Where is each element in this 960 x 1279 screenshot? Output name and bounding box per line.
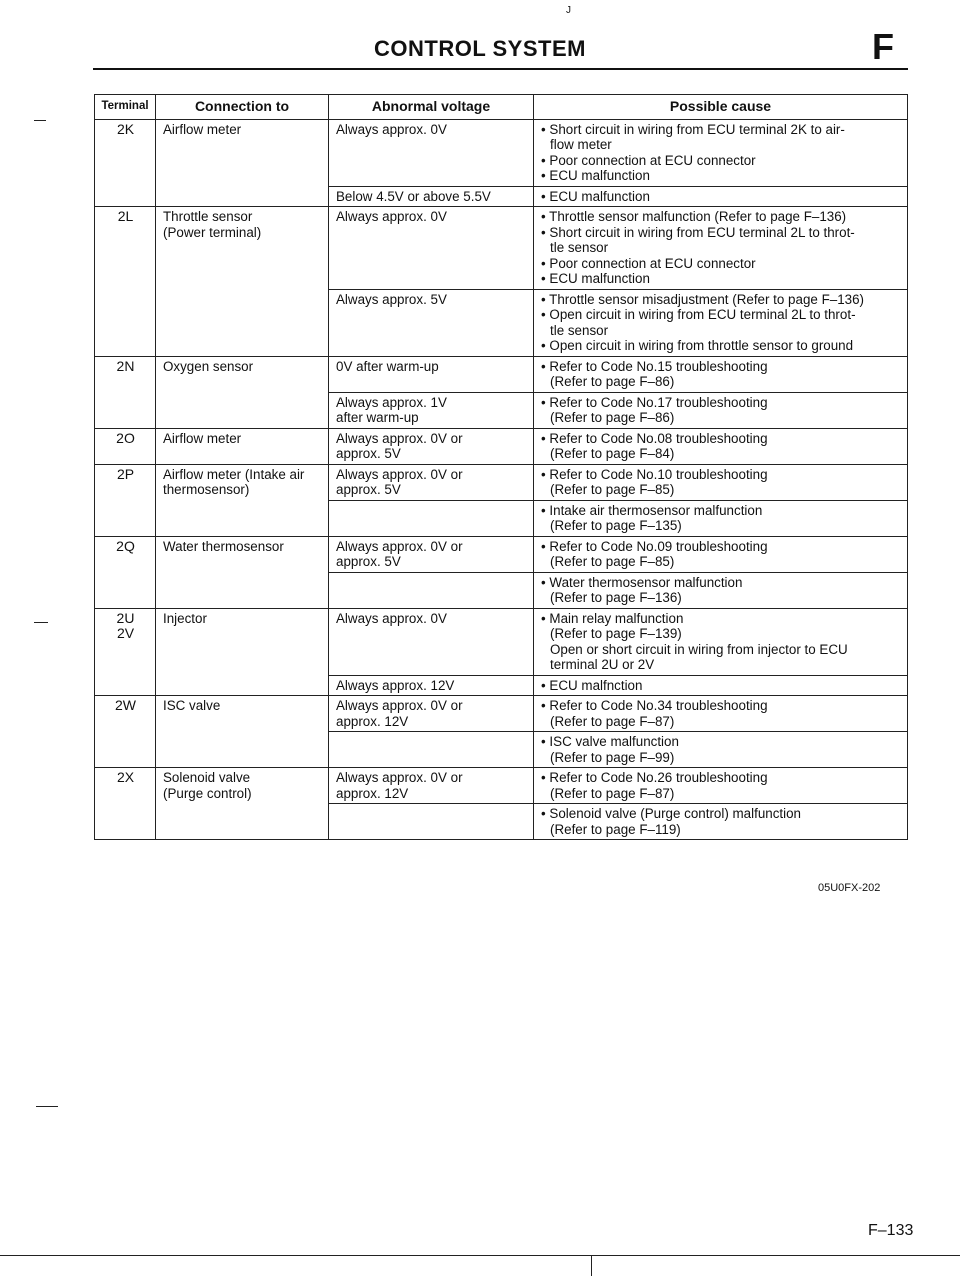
voltage-line: approx. 5V (336, 554, 401, 569)
cause-cell (534, 500, 908, 536)
cause-item-continued: (Refer to page F–86) (550, 410, 675, 425)
voltage-line: Always approx. 0V or (336, 538, 463, 554)
footer-tick (591, 1256, 592, 1276)
cause-item: • Intake air thermosensor malfunction (541, 503, 901, 519)
cause-cell (534, 696, 908, 732)
connection-line: Oxygen sensor (163, 358, 254, 374)
voltage-line: Always approx. 5V (336, 291, 447, 307)
cause-item-continued: (Refer to page F–86) (550, 374, 675, 389)
voltage-line: after warm-up (336, 410, 419, 425)
margin-mark (36, 1106, 58, 1107)
terminal-cell: 2Q (95, 536, 156, 608)
voltage-line: approx. 12V (336, 785, 409, 801)
terminal-cell: 2X (95, 768, 156, 840)
cause-cell (534, 608, 908, 675)
page-number: F–133 (868, 1222, 914, 1239)
cause-cell (534, 675, 908, 696)
voltage-line: Always approx. 0V or (336, 770, 463, 785)
cause-item: • Refer to Code No.34 troubleshooting (541, 698, 901, 714)
cause-item-continued: (Refer to page F–85) (550, 482, 675, 497)
terminal-cell: 2O (95, 428, 156, 464)
cause-item: • Poor connection at ECU connector (541, 153, 901, 169)
cause-cell (534, 392, 908, 428)
connection-cell (156, 356, 329, 428)
cause-item: • Short circuit in wiring from ECU terminal 2K to air- (541, 122, 901, 138)
voltage-line: approx. 12V (336, 713, 409, 729)
voltage-cell (329, 536, 534, 572)
connection-line: Solenoid valve (163, 770, 251, 785)
connection-cell (156, 119, 329, 207)
cause-item: • ECU malfnction (541, 678, 901, 694)
voltage-cell (329, 608, 534, 675)
voltage-cell (329, 428, 534, 464)
table-row (95, 608, 908, 675)
cause-item: • Refer to Code No.08 troubleshooting (541, 431, 901, 447)
cause-item: • Open circuit in wiring from throttle sensor to ground (541, 338, 901, 354)
table-row (95, 536, 908, 572)
voltage-cell (329, 732, 534, 768)
voltage-line: Always approx. 0V (336, 121, 447, 137)
cause-item-continued: (Refer to page F–84) (550, 446, 675, 461)
cause-item-continued: (Refer to page F–99) (550, 749, 675, 765)
voltage-cell (329, 804, 534, 840)
section-letter: F (872, 26, 894, 67)
voltage-cell (329, 356, 534, 392)
connection-cell (156, 696, 329, 768)
voltage-cell (329, 289, 534, 356)
terminal-cell: 2P (95, 464, 156, 536)
connection-cell (156, 428, 329, 464)
cause-item: • Water thermosensor malfunction (541, 575, 901, 591)
cause-item: • Refer to Code No.26 troubleshooting (541, 770, 901, 786)
voltage-cell (329, 500, 534, 536)
cause-cell (534, 804, 908, 840)
connection-line: Airflow meter (163, 430, 242, 446)
cause-item: • ISC valve malfunction (541, 734, 901, 750)
cause-item-continued: flow meter (550, 137, 612, 152)
terminal-cell: 2K (95, 119, 156, 207)
column-header-connection: Connection to (156, 95, 329, 120)
table-row (95, 119, 908, 186)
cause-item: • Refer to Code No.10 troubleshooting (541, 467, 901, 483)
margin-mark (34, 120, 46, 121)
cause-cell (534, 207, 908, 290)
voltage-line: 0V after warm-up (336, 358, 439, 374)
voltage-line: Always approx. 0V or (336, 698, 463, 713)
cause-item-continued: (Refer to page F–85) (550, 554, 675, 569)
column-header-terminal: Terminal (95, 95, 156, 120)
connection-line: (Power terminal) (163, 224, 262, 240)
cause-cell (534, 732, 908, 768)
connection-cell (156, 608, 329, 696)
table-row (95, 207, 908, 290)
terminal-cell: 2L (95, 207, 156, 357)
cause-item: • Poor connection at ECU connector (541, 256, 901, 272)
cause-cell (534, 186, 908, 207)
voltage-line: Below 4.5V or above 5.5V (336, 188, 491, 204)
cause-item-continued: tle sensor (550, 322, 609, 338)
connection-line: Airflow meter (Intake air (163, 466, 305, 482)
connection-line: thermosensor) (163, 482, 250, 497)
cause-item-continued: terminal 2U or 2V (550, 657, 655, 672)
voltage-line: Always approx. 0V or (336, 430, 463, 446)
column-header-voltage: Abnormal voltage (329, 95, 534, 120)
voltage-cell (329, 464, 534, 500)
cause-cell (534, 119, 908, 186)
voltage-cell (329, 572, 534, 608)
connection-line: Injector (163, 610, 207, 626)
cause-item: • Short circuit in wiring from ECU terminal 2L to throt- (541, 225, 901, 241)
cause-item-continued: Open or short circuit in wiring from injector to ECU (550, 641, 848, 657)
voltage-cell (329, 207, 534, 290)
cause-cell (534, 768, 908, 804)
voltage-cell (329, 675, 534, 696)
voltage-line: approx. 5V (336, 446, 401, 461)
cause-item: • Refer to Code No.15 troubleshooting (541, 359, 901, 375)
connection-cell (156, 464, 329, 536)
cause-item: • Refer to Code No.09 troubleshooting (541, 539, 901, 555)
top-mark: J (566, 5, 571, 16)
voltage-line: Always approx. 12V (336, 677, 455, 693)
cause-cell (534, 572, 908, 608)
cause-item-continued: tle sensor (550, 240, 609, 255)
table-row (95, 464, 908, 500)
cause-item-continued: (Refer to page F–119) (550, 821, 681, 837)
cause-cell (534, 289, 908, 356)
cause-item: • Solenoid valve (Purge control) malfunction (541, 806, 901, 822)
margin-mark (34, 622, 48, 623)
table-body (95, 119, 908, 840)
voltage-cell (329, 186, 534, 207)
voltage-line: Always approx. 0V (336, 610, 447, 626)
connection-cell (156, 207, 329, 357)
connection-line: Airflow meter (163, 121, 242, 137)
table-row (95, 768, 908, 804)
control-system-table (94, 94, 908, 840)
page-title: CONTROL SYSTEM (374, 36, 586, 61)
terminal-cell: 2W (95, 696, 156, 768)
cause-item: • Throttle sensor misadjustment (Refer to page F–136) (541, 292, 901, 308)
cause-item-continued: (Refer to page F–87) (550, 785, 675, 801)
voltage-line: Always approx. 0V or (336, 466, 463, 482)
header-rule (93, 68, 908, 70)
cause-item: • Open circuit in wiring from ECU terminal 2L to throt- (541, 307, 901, 323)
figure-code: 05U0FX-202 (818, 882, 881, 894)
column-header-cause: Possible cause (534, 95, 908, 120)
table-row (95, 356, 908, 392)
connection-line: Throttle sensor (163, 209, 253, 224)
cause-item: • ECU malfunction (541, 271, 901, 287)
voltage-cell (329, 119, 534, 186)
cause-cell (534, 464, 908, 500)
cause-item: • Main relay malfunction (541, 611, 901, 627)
cause-item-continued: (Refer to page F–136) (550, 590, 682, 605)
table-row (95, 696, 908, 732)
voltage-line: Always approx. 1V (336, 394, 447, 410)
connection-line: ISC valve (163, 698, 221, 713)
footer-rule (0, 1255, 960, 1256)
cause-item-continued: (Refer to page F–87) (550, 713, 675, 729)
cause-item: • ECU malfunction (541, 168, 901, 184)
cause-item: • Throttle sensor malfunction (Refer to page F–136) (541, 209, 901, 225)
terminal-cell: 2N (95, 356, 156, 428)
cause-cell (534, 356, 908, 392)
voltage-cell (329, 696, 534, 732)
connection-cell (156, 536, 329, 608)
terminal-cell: 2U 2V (95, 608, 156, 696)
connection-cell (156, 768, 329, 840)
voltage-line: Always approx. 0V (336, 209, 447, 224)
table-row (95, 428, 908, 464)
cause-item: • Refer to Code No.17 troubleshooting (541, 395, 901, 411)
voltage-cell (329, 768, 534, 804)
cause-item: • ECU malfunction (541, 189, 901, 205)
cause-cell (534, 428, 908, 464)
cause-item-continued: (Refer to page F–135) (550, 518, 682, 533)
voltage-line: approx. 5V (336, 482, 401, 497)
connection-line: Water thermosensor (163, 538, 284, 554)
cause-item-continued: (Refer to page F–139) (550, 626, 682, 641)
cause-cell (534, 536, 908, 572)
table-header-row (95, 95, 908, 120)
voltage-cell (329, 392, 534, 428)
connection-line: (Purge control) (163, 785, 252, 801)
